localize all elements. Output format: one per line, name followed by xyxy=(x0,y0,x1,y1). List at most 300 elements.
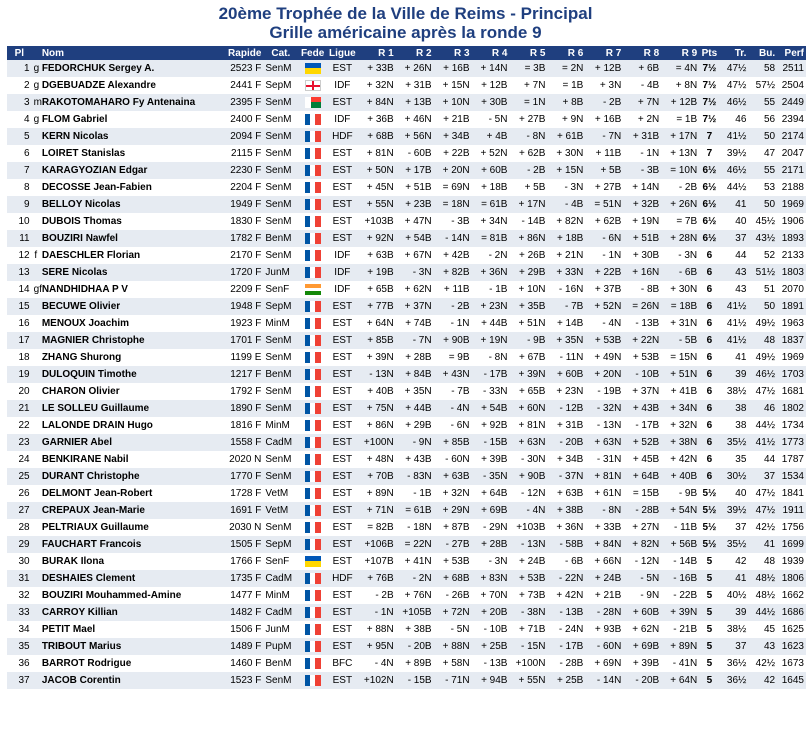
tiebreak-bu: 55 xyxy=(748,94,777,111)
rapid-rating: 1701 F xyxy=(218,332,263,349)
league-cell: EST xyxy=(327,485,358,502)
tiebreak-bu: 50 xyxy=(748,196,777,213)
round-result-6: - 20B xyxy=(547,434,585,451)
round-result-7: - 19B xyxy=(585,383,623,400)
round-result-4: - 5N xyxy=(472,111,510,128)
player-name: FEDORCHUK Sergey A. xyxy=(40,60,218,77)
rank-cell: 28 xyxy=(7,519,32,536)
round-result-7: - 14N xyxy=(585,672,623,689)
title-cell: g xyxy=(32,60,40,77)
rapid-rating: 1506 F xyxy=(218,621,263,638)
points-cell: 6 xyxy=(699,383,720,400)
round-result-4: + 60B xyxy=(472,162,510,179)
federation-cell xyxy=(298,77,327,94)
round-result-3: + 42B xyxy=(434,247,472,264)
round-result-4: + 64B xyxy=(472,485,510,502)
round-result-5: + 10N xyxy=(509,281,547,298)
category-cell: SenM xyxy=(263,468,298,485)
round-result-2: - 9N xyxy=(396,434,434,451)
category-cell: CadM xyxy=(263,570,298,587)
round-result-5: + 86N xyxy=(509,230,547,247)
round-result-1: + 77B xyxy=(358,298,396,315)
player-name: DECOSSE Jean-Fabien xyxy=(40,179,218,196)
round-result-5: + 39N xyxy=(509,366,547,383)
round-result-9: + 32N xyxy=(661,417,699,434)
round-result-8: + 62N xyxy=(623,621,661,638)
round-result-4: - 8N xyxy=(472,349,510,366)
tiebreak-tr: 41½ xyxy=(720,332,749,349)
points-cell: 6½ xyxy=(699,230,720,247)
round-result-1: + 89N xyxy=(358,485,396,502)
rank-cell: 35 xyxy=(7,638,32,655)
table-row xyxy=(7,162,806,179)
tiebreak-bu: 47½ xyxy=(748,485,777,502)
federation-cell xyxy=(298,604,327,621)
performance-cell: 1734 xyxy=(777,417,806,434)
points-cell: 6 xyxy=(699,264,720,281)
round-result-4: + 36N xyxy=(472,264,510,281)
round-result-2: + 26N xyxy=(396,60,434,77)
performance-cell: 2070 xyxy=(777,281,806,298)
rank-cell: 33 xyxy=(7,604,32,621)
tiebreak-bu: 53 xyxy=(748,179,777,196)
player-name: DUBOIS Thomas xyxy=(40,213,218,230)
round-result-2: - 20B xyxy=(396,638,434,655)
rank-cell: 37 xyxy=(7,672,32,689)
rank-cell: 13 xyxy=(7,264,32,281)
rank-cell: 36 xyxy=(7,655,32,672)
performance-cell: 1837 xyxy=(777,332,806,349)
round-result-1: + 45N xyxy=(358,179,396,196)
title-cell xyxy=(32,145,40,162)
round-result-1: + 65B xyxy=(358,281,396,298)
round-result-3: + 20N xyxy=(434,162,472,179)
table-row xyxy=(7,434,806,451)
header-r4: R 4 xyxy=(472,46,510,60)
tiebreak-tr: 38 xyxy=(720,400,749,417)
round-result-7: + 66N xyxy=(585,553,623,570)
round-result-3: = 9B xyxy=(434,349,472,366)
round-result-4: + 23N xyxy=(472,298,510,315)
round-result-8: + 53B xyxy=(623,349,661,366)
tiebreak-tr: 43 xyxy=(720,264,749,281)
round-result-1: + 92N xyxy=(358,230,396,247)
player-name: KARAGYOZIAN Edgar xyxy=(40,162,218,179)
category-cell: CadM xyxy=(263,604,298,621)
points-cell: 5 xyxy=(699,621,720,638)
player-name: JACOB Corentin xyxy=(40,672,218,689)
round-result-6: + 38B xyxy=(547,502,585,519)
round-result-5: +100N xyxy=(509,655,547,672)
tiebreak-tr: 39 xyxy=(720,604,749,621)
round-result-6: - 6B xyxy=(547,553,585,570)
category-cell: SenM xyxy=(263,60,298,77)
round-result-5: - 9B xyxy=(509,332,547,349)
table-row xyxy=(7,604,806,621)
player-name: BENKIRANE Nabil xyxy=(40,451,218,468)
title-cell xyxy=(32,383,40,400)
tiebreak-tr: 47½ xyxy=(720,60,749,77)
round-result-1: + 50N xyxy=(358,162,396,179)
table-row xyxy=(7,77,806,94)
standings-body xyxy=(7,60,806,689)
round-result-9: + 42N xyxy=(661,451,699,468)
points-cell: 6 xyxy=(699,451,720,468)
round-result-5: = 1N xyxy=(509,94,547,111)
round-result-8: + 39B xyxy=(623,655,661,672)
player-name: DURANT Christophe xyxy=(40,468,218,485)
league-cell: EST xyxy=(327,621,358,638)
rapid-rating: 1691 F xyxy=(218,502,263,519)
league-cell: EST xyxy=(327,60,358,77)
round-result-7: + 22B xyxy=(585,264,623,281)
round-result-6: - 24N xyxy=(547,621,585,638)
round-result-2: - 83N xyxy=(396,468,434,485)
round-result-7: - 4N xyxy=(585,315,623,332)
table-row xyxy=(7,400,806,417)
round-result-8: + 16N xyxy=(623,264,661,281)
round-result-3: + 10N xyxy=(434,94,472,111)
flag-icon xyxy=(305,420,321,431)
player-name: MENOUX Joachim xyxy=(40,315,218,332)
federation-cell xyxy=(298,332,327,349)
category-cell: SenM xyxy=(263,213,298,230)
federation-cell xyxy=(298,213,327,230)
league-cell: IDF xyxy=(327,264,358,281)
round-result-6: = 2N xyxy=(547,60,585,77)
points-cell: 6 xyxy=(699,417,720,434)
rapid-rating: 1558 F xyxy=(218,434,263,451)
table-row xyxy=(7,570,806,587)
round-result-7: - 28N xyxy=(585,604,623,621)
flag-icon xyxy=(305,556,321,567)
round-result-8: + 43B xyxy=(623,400,661,417)
tiebreak-tr: 40½ xyxy=(720,587,749,604)
federation-cell xyxy=(298,570,327,587)
player-name: BELLOY Nicolas xyxy=(40,196,218,213)
rank-cell: 8 xyxy=(7,179,32,196)
player-name: LALONDE DRAIN Hugo xyxy=(40,417,218,434)
points-cell: 6 xyxy=(699,332,720,349)
title-cell xyxy=(32,196,40,213)
rapid-rating: 1489 F xyxy=(218,638,263,655)
round-result-9: + 64N xyxy=(661,672,699,689)
tiebreak-bu: 51½ xyxy=(748,264,777,281)
title-cell xyxy=(32,570,40,587)
federation-cell xyxy=(298,468,327,485)
tiebreak-bu: 45 xyxy=(748,621,777,638)
category-cell: SenM xyxy=(263,451,298,468)
player-name: PETIT Mael xyxy=(40,621,218,638)
flag-icon xyxy=(305,284,321,295)
round-result-6: + 15N xyxy=(547,162,585,179)
round-result-9: - 5B xyxy=(661,332,699,349)
points-cell: 5 xyxy=(699,604,720,621)
round-result-7: + 27B xyxy=(585,179,623,196)
table-row xyxy=(7,366,806,383)
title-cell xyxy=(32,366,40,383)
round-result-6: + 9N xyxy=(547,111,585,128)
points-cell: 7½ xyxy=(699,60,720,77)
grid-subtitle: Grille américaine après la ronde 9 xyxy=(269,23,542,42)
table-row xyxy=(7,111,806,128)
round-result-8: + 82N xyxy=(623,536,661,553)
round-result-5: + 29B xyxy=(509,264,547,281)
rank-cell: 29 xyxy=(7,536,32,553)
tiebreak-bu: 45½ xyxy=(748,213,777,230)
rapid-rating: 1728 F xyxy=(218,485,263,502)
tiebreak-tr: 36½ xyxy=(720,672,749,689)
round-result-5: - 15N xyxy=(509,638,547,655)
round-result-8: + 19N xyxy=(623,213,661,230)
round-result-6: + 60B xyxy=(547,366,585,383)
round-result-3: + 63B xyxy=(434,468,472,485)
round-result-9: + 54N xyxy=(661,502,699,519)
flag-icon xyxy=(305,165,321,176)
round-result-4: + 19N xyxy=(472,332,510,349)
rank-cell: 20 xyxy=(7,383,32,400)
round-result-8: + 14N xyxy=(623,179,661,196)
federation-cell xyxy=(298,264,327,281)
rank-cell: 3 xyxy=(7,94,32,111)
flag-icon xyxy=(305,590,321,601)
league-cell: EST xyxy=(327,94,358,111)
round-result-9: - 9B xyxy=(661,485,699,502)
flag-icon xyxy=(305,403,321,414)
round-result-5: + 17N xyxy=(509,196,547,213)
player-name: DELMONT Jean-Robert xyxy=(40,485,218,502)
tiebreak-tr: 35½ xyxy=(720,434,749,451)
points-cell: 6½ xyxy=(699,196,720,213)
federation-cell xyxy=(298,315,327,332)
round-result-8: - 17B xyxy=(623,417,661,434)
league-cell: EST xyxy=(327,417,358,434)
round-result-8: - 20B xyxy=(623,672,661,689)
category-cell: VetM xyxy=(263,485,298,502)
round-result-2: + 17B xyxy=(396,162,434,179)
round-result-9: + 8N xyxy=(661,77,699,94)
category-cell: SenM xyxy=(263,247,298,264)
points-cell: 5½ xyxy=(699,502,720,519)
round-result-5: - 8N xyxy=(509,128,547,145)
title-cell: m xyxy=(32,94,40,111)
performance-cell: 1699 xyxy=(777,536,806,553)
rank-cell: 22 xyxy=(7,417,32,434)
round-result-4: - 3N xyxy=(472,553,510,570)
performance-cell: 1703 xyxy=(777,366,806,383)
player-name: BECUWE Olivier xyxy=(40,298,218,315)
category-cell: SenM xyxy=(263,128,298,145)
tiebreak-tr: 30½ xyxy=(720,468,749,485)
performance-cell: 1623 xyxy=(777,638,806,655)
table-row xyxy=(7,264,806,281)
performance-cell: 2133 xyxy=(777,247,806,264)
category-cell: JunM xyxy=(263,264,298,281)
performance-cell: 2394 xyxy=(777,111,806,128)
points-cell: 5½ xyxy=(699,519,720,536)
header-r8: R 8 xyxy=(623,46,661,60)
rapid-rating: 2395 F xyxy=(218,94,263,111)
player-name: KERN Nicolas xyxy=(40,128,218,145)
points-cell: 6 xyxy=(699,468,720,485)
rank-cell: 6 xyxy=(7,145,32,162)
header-rapide: Rapide xyxy=(218,46,263,60)
round-result-6: - 16N xyxy=(547,281,585,298)
performance-cell: 2504 xyxy=(777,77,806,94)
tiebreak-bu: 47½ xyxy=(748,502,777,519)
rank-cell: 30 xyxy=(7,553,32,570)
round-result-3: + 43N xyxy=(434,366,472,383)
flag-icon xyxy=(305,301,321,312)
tournament-title: 20ème Trophée de la Ville de Reims - Principal xyxy=(218,4,593,23)
performance-cell: 1969 xyxy=(777,196,806,213)
performance-cell: 1787 xyxy=(777,451,806,468)
rank-cell: 17 xyxy=(7,332,32,349)
round-result-1: + 76B xyxy=(358,570,396,587)
rapid-rating: 1890 F xyxy=(218,400,263,417)
round-result-1: + 36B xyxy=(358,111,396,128)
round-result-6: - 7B xyxy=(547,298,585,315)
flag-icon xyxy=(305,607,321,618)
round-result-4: + 52N xyxy=(472,145,510,162)
federation-cell xyxy=(298,519,327,536)
category-cell: SenM xyxy=(263,349,298,366)
round-result-8: + 52B xyxy=(623,434,661,451)
round-result-1: - 2B xyxy=(358,587,396,604)
performance-cell: 1939 xyxy=(777,553,806,570)
round-result-7: + 52N xyxy=(585,298,623,315)
round-result-2: + 37N xyxy=(396,298,434,315)
tiebreak-bu: 55 xyxy=(748,162,777,179)
round-result-2: - 60B xyxy=(396,145,434,162)
round-result-8: + 32B xyxy=(623,196,661,213)
round-result-5: + 35B xyxy=(509,298,547,315)
title-cell xyxy=(32,536,40,553)
round-result-9: + 34N xyxy=(661,400,699,417)
tiebreak-tr: 37 xyxy=(720,638,749,655)
rank-cell: 27 xyxy=(7,502,32,519)
round-result-7: + 5B xyxy=(585,162,623,179)
round-result-7: - 8N xyxy=(585,502,623,519)
tiebreak-tr: 36½ xyxy=(720,655,749,672)
round-result-8: - 8B xyxy=(623,281,661,298)
round-result-3: - 60N xyxy=(434,451,472,468)
round-result-2: + 74B xyxy=(396,315,434,332)
round-result-9: = 1B xyxy=(661,111,699,128)
rank-cell: 15 xyxy=(7,298,32,315)
performance-cell: 1625 xyxy=(777,621,806,638)
round-result-3: + 21B xyxy=(434,111,472,128)
round-result-3: - 14N xyxy=(434,230,472,247)
tiebreak-tr: 38½ xyxy=(720,621,749,638)
category-cell: SenF xyxy=(263,553,298,570)
title-cell: gf xyxy=(32,281,40,298)
round-result-8: - 4B xyxy=(623,77,661,94)
tiebreak-bu: 43 xyxy=(748,638,777,655)
round-result-3: - 27B xyxy=(434,536,472,553)
league-cell: EST xyxy=(327,145,358,162)
flag-icon xyxy=(305,267,321,278)
rank-cell: 26 xyxy=(7,485,32,502)
round-result-4: + 18B xyxy=(472,179,510,196)
rank-cell: 18 xyxy=(7,349,32,366)
round-result-4: - 1B xyxy=(472,281,510,298)
round-result-1: + 39N xyxy=(358,349,396,366)
points-cell: 7 xyxy=(699,145,720,162)
round-result-3: + 11B xyxy=(434,281,472,298)
round-result-1: + 81N xyxy=(358,145,396,162)
round-result-5: + 62B xyxy=(509,145,547,162)
flag-icon xyxy=(305,471,321,482)
round-result-3: + 16B xyxy=(434,60,472,77)
round-result-2: + 31B xyxy=(396,77,434,94)
performance-cell: 2511 xyxy=(777,60,806,77)
round-result-3: + 32N xyxy=(434,485,472,502)
performance-cell: 2047 xyxy=(777,145,806,162)
federation-cell xyxy=(298,400,327,417)
rapid-rating: 2204 F xyxy=(218,179,263,196)
league-cell: EST xyxy=(327,519,358,536)
rapid-rating: 1923 F xyxy=(218,315,263,332)
round-result-9: - 11B xyxy=(661,519,699,536)
points-cell: 6 xyxy=(699,366,720,383)
tiebreak-bu: 52 xyxy=(748,247,777,264)
table-row xyxy=(7,553,806,570)
round-result-1: +103B xyxy=(358,213,396,230)
flag-icon xyxy=(305,488,321,499)
round-result-1: +106B xyxy=(358,536,396,553)
round-result-5: + 5B xyxy=(509,179,547,196)
round-result-4: - 35N xyxy=(472,468,510,485)
round-result-2: - 7N xyxy=(396,332,434,349)
title-cell xyxy=(32,672,40,689)
round-result-5: + 24B xyxy=(509,553,547,570)
rank-cell: 2 xyxy=(7,77,32,94)
round-result-2: = 61B xyxy=(396,502,434,519)
rank-cell: 24 xyxy=(7,451,32,468)
rapid-rating: 2523 F xyxy=(218,60,263,77)
table-row xyxy=(7,196,806,213)
league-cell: EST xyxy=(327,383,358,400)
round-result-5: - 2B xyxy=(509,162,547,179)
federation-cell xyxy=(298,451,327,468)
points-cell: 6½ xyxy=(699,213,720,230)
round-result-1: - 13N xyxy=(358,366,396,383)
title-cell xyxy=(32,162,40,179)
round-result-3: + 85B xyxy=(434,434,472,451)
flag-icon xyxy=(305,63,321,74)
rank-cell: 1 xyxy=(7,60,32,77)
round-result-9: + 39N xyxy=(661,604,699,621)
player-name: NANDHIDHAA P V xyxy=(40,281,218,298)
rapid-rating: 1460 F xyxy=(218,655,263,672)
performance-cell: 1963 xyxy=(777,315,806,332)
table-row xyxy=(7,485,806,502)
player-name: CREPAUX Jean-Marie xyxy=(40,502,218,519)
player-name: BURAK Ilona xyxy=(40,553,218,570)
round-result-3: - 26B xyxy=(434,587,472,604)
round-result-6: + 25B xyxy=(547,672,585,689)
round-result-9: - 3N xyxy=(661,247,699,264)
table-row xyxy=(7,451,806,468)
round-result-4: + 92B xyxy=(472,417,510,434)
round-result-6: - 13B xyxy=(547,604,585,621)
rank-cell: 19 xyxy=(7,366,32,383)
flag-icon xyxy=(305,80,321,91)
round-result-5: - 38N xyxy=(509,604,547,621)
points-cell: 7½ xyxy=(699,77,720,94)
round-result-8: + 69B xyxy=(623,638,661,655)
